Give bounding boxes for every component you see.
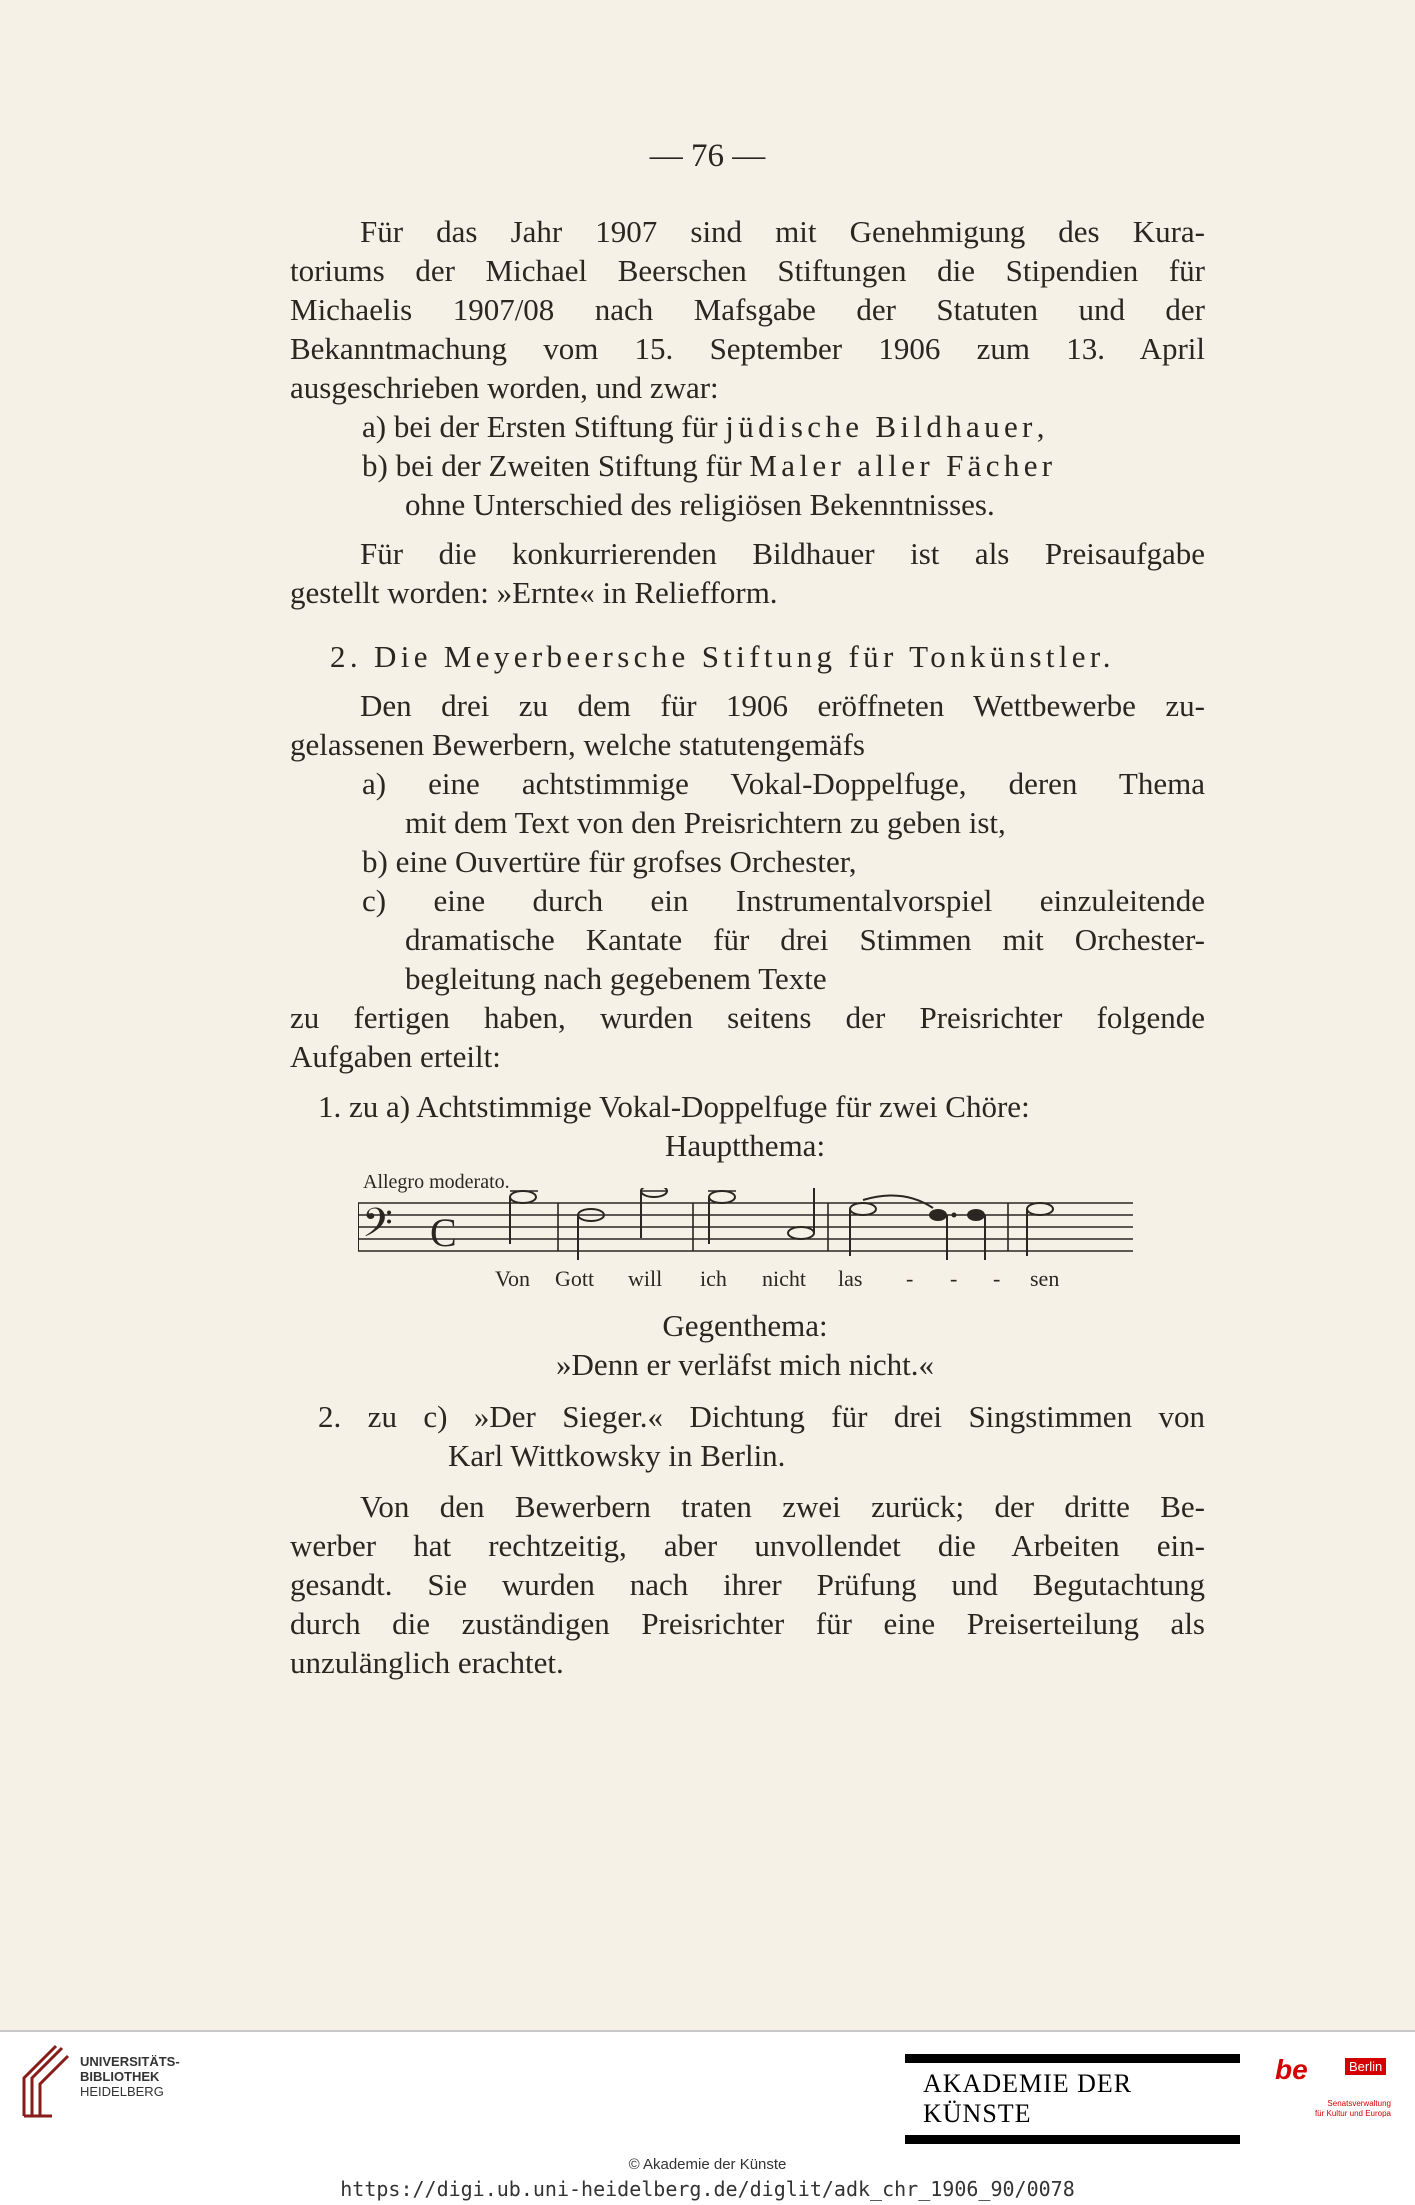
text-line: Karl Wittkowsky in Berlin. — [448, 1438, 786, 1473]
text-line: durch die zuständigen Preisrichter für eine Preiserteilung als — [290, 1606, 1205, 1641]
text-line: ausgeschrieben worden, und zwar: — [290, 370, 719, 405]
text-line: Michaelis 1907/08 nach Mafsgabe der Statuten und der — [290, 292, 1205, 327]
footer-bar — [0, 2030, 1415, 2205]
lyric-syllable: ich — [700, 1266, 727, 1291]
svg-text:𝄢: 𝄢 — [362, 1200, 393, 1256]
gegenthema-label: Gegenthema: — [662, 1308, 828, 1343]
text-line: unzulänglich erachtet. — [290, 1645, 564, 1680]
lyric-syllable: nicht — [762, 1266, 806, 1291]
copyright-notice: © Akademie der Künste — [628, 2156, 787, 2173]
list-item: b) eine Ouvertüre für grofses Orchester, — [362, 844, 857, 879]
lyric-syllable: las — [838, 1266, 863, 1291]
tempo-marking: Allegro moderato. — [363, 1171, 510, 1193]
list-item: c) eine durch ein Instrumentalvorspiel einzuleitende — [362, 883, 1205, 918]
text-line: gesandt. Sie wurden nach ihrer Prüfung und Begutachtung — [290, 1567, 1205, 1602]
text-line: dramatische Kantate für drei Stimmen mit Orchester- — [405, 922, 1205, 957]
text-line: mit dem Text von den Preisrichtern zu geben ist, — [405, 805, 1006, 840]
lyric-syllable: - — [906, 1266, 914, 1291]
text-line: begleitung nach gegebenem Texte — [405, 961, 827, 996]
music-staff — [358, 1188, 1138, 1264]
text-line: Für die konkurrierenden Bildhauer ist als Preisaufgabe — [360, 536, 1205, 571]
task-1: 1. zu a) Achtstimmige Vokal-Doppelfuge für zwei Chöre: — [318, 1089, 1030, 1124]
text-line: ohne Unterschied des religiösen Bekenntnisses. — [405, 487, 995, 522]
hauptthema-label: Hauptthema: — [664, 1128, 826, 1163]
list-item: a) bei der Ersten Stiftung für jüdische Bildhauer, — [362, 409, 1045, 444]
lyric-syllable: - — [950, 1266, 958, 1291]
text-line: werber hat rechtzeitig, aber unvollendet die Arbeiten ein- — [290, 1528, 1205, 1563]
text-line: Aufgaben erteilt: — [290, 1039, 501, 1074]
text-line: Von den Bewerbern traten zwei zurück; der dritte Be- — [360, 1489, 1205, 1524]
list-item: b) bei der Zweiten Stiftung für Maler aller Fächer — [362, 448, 1057, 483]
text-line: Bekanntmachung vom 15. September 1906 zum 13. April — [290, 331, 1205, 366]
text-line: Den drei zu dem für 1906 eröffneten Wettbewerbe zu- — [360, 688, 1205, 723]
text-line: gestellt worden: »Ernte« in Reliefform. — [290, 575, 778, 610]
text-line: Für das Jahr 1907 sind mit Genehmigung des Kura- — [360, 214, 1205, 249]
lyric-syllable: will — [628, 1266, 663, 1291]
source-url[interactable]: https://digi.ub.uni-heidelberg.de/diglit/adk_chr_1906_90/0078 — [340, 2177, 1075, 2201]
berlin-senate-logo[interactable]: be Berlin Senatsverwaltung für Kultur und Europa — [1275, 2054, 1391, 2118]
text-line: gelassenen Bewerbern, welche statutengemäfs — [290, 727, 865, 762]
akademie-logo[interactable]: AKADEMIE DER KÜNSTE — [905, 2054, 1240, 2144]
university-library-logo[interactable] — [12, 2042, 72, 2122]
lyric-syllable: - — [993, 1266, 1001, 1291]
section-heading: 2. Die Meyerbeersche Stiftung für Tonkünstler. — [330, 639, 1115, 674]
list-item: a) eine achtstimmige Vokal-Doppelfuge, deren Thema — [362, 766, 1205, 801]
gegenthema-text: »Denn er verläfst mich nicht.« — [556, 1347, 934, 1382]
lyric-syllable: Von — [495, 1266, 531, 1291]
university-library-name: UNIVERSITÄTS- BIBLIOTHEK HEIDELBERG — [80, 2054, 180, 2099]
page-number: — 76 — — [649, 138, 766, 174]
lyric-syllable: Gott — [555, 1266, 595, 1291]
text-line: toriums der Michael Beerschen Stiftungen die Stipendien für — [290, 253, 1205, 288]
lyric-syllable: sen — [1030, 1266, 1060, 1291]
task-2: 2. zu c) »Der Sieger.« Dichtung für drei Singstimmen von — [318, 1399, 1205, 1434]
svg-text:C: C — [430, 1210, 457, 1255]
text-line: zu fertigen haben, wurden seitens der Preisrichter folgende — [290, 1000, 1205, 1035]
